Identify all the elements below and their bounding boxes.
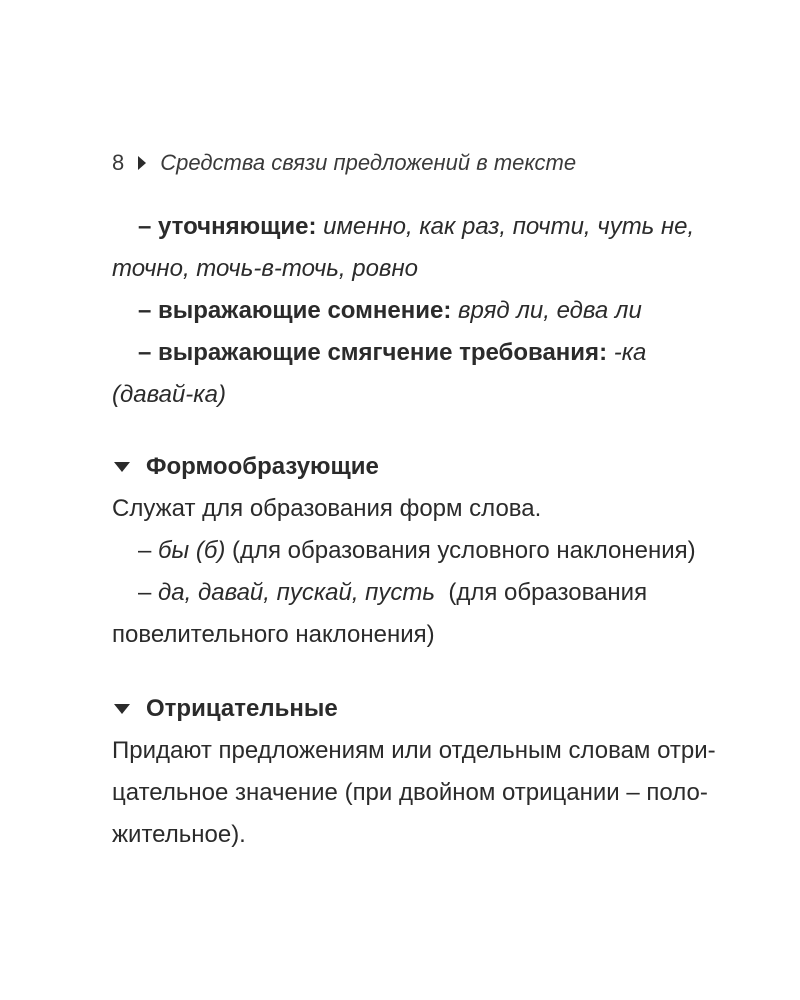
- list-item: [112, 332, 712, 374]
- chapter-title: Средства связи предложений в тексте: [160, 150, 577, 175]
- list-item: [112, 206, 712, 248]
- dash: –: [138, 339, 159, 366]
- section-formative: [112, 446, 712, 656]
- term-label: выражающие сомнение:: [158, 297, 452, 324]
- running-header: [112, 146, 576, 180]
- paragraph-line: цательное значение (при двойном отрицании – поло-: [112, 779, 708, 806]
- dash: –: [138, 537, 159, 564]
- dash: –: [138, 213, 159, 240]
- intro-list: [112, 206, 712, 416]
- dash: –: [138, 297, 159, 324]
- section-title: Отрицательные: [146, 695, 338, 722]
- page-number: 8: [112, 150, 125, 175]
- paragraph-line: Придают предложениям или отдельным словам отри-: [112, 737, 716, 764]
- section-title: Формообразующие: [146, 453, 379, 480]
- list-item: [112, 530, 712, 572]
- examples-text: именно, как раз, почти, чуть не,: [316, 213, 695, 240]
- examples-text: вряд ли, едва ли: [451, 297, 642, 324]
- list-item: [112, 572, 712, 614]
- list-item-continuation: [112, 374, 712, 416]
- note-text: (для образования условного наклонения): [225, 537, 696, 564]
- examples-text: да, давай, пускай, пусть: [158, 579, 435, 606]
- term-label: уточняющие:: [158, 213, 317, 240]
- triangle-down-icon: [114, 462, 130, 472]
- list-item: [112, 290, 712, 332]
- section-description: Служат для образования форм слова.: [112, 495, 542, 522]
- paragraph-line: жительное).: [112, 821, 246, 848]
- note-text: (для образования: [435, 579, 648, 606]
- dash: –: [138, 579, 159, 606]
- triangle-right-icon: [138, 156, 146, 170]
- term-label: выражающие смягчение требования:: [158, 339, 608, 366]
- examples-text: точно, точь-в-точь, ровно: [112, 255, 418, 282]
- examples-text: -ка: [607, 339, 647, 366]
- examples-text: бы (б): [158, 537, 226, 564]
- section-heading: [112, 446, 712, 488]
- examples-text: (давай-ка): [112, 381, 226, 408]
- list-item-continuation: [112, 248, 712, 290]
- list-item-continuation: повелительного наклонения): [112, 621, 435, 648]
- triangle-down-icon: [114, 704, 130, 714]
- section-negative: [112, 688, 716, 856]
- section-heading: [112, 688, 712, 730]
